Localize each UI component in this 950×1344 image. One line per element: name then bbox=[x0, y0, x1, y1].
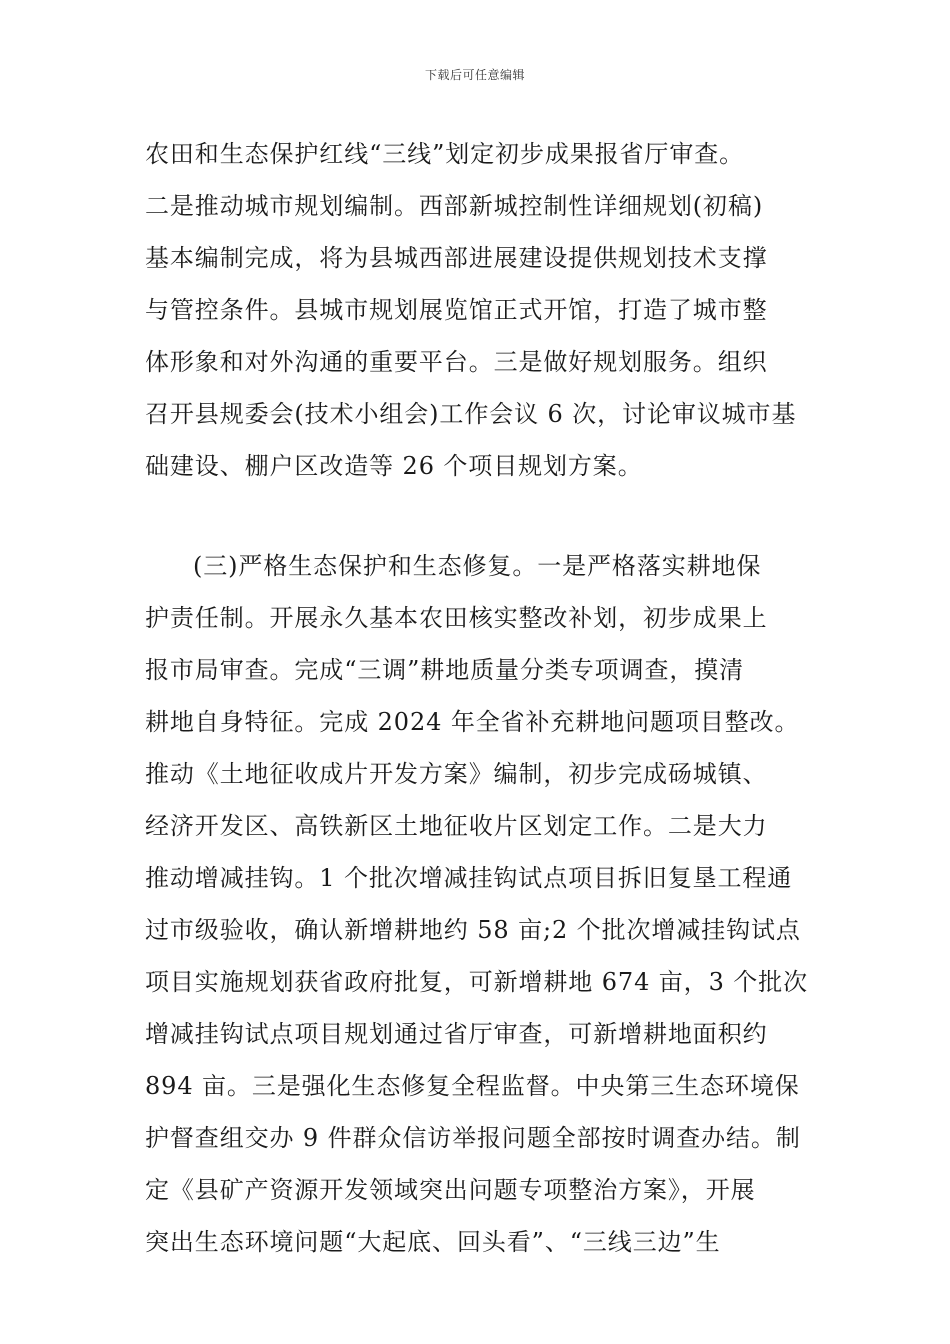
text-line: 过市级验收，确认新增耕地约 58 亩;2 个批次增减挂钩试点 bbox=[145, 916, 801, 944]
text-line: 突出生态环境问题“大起底、回头看”、“三线三边”生 bbox=[145, 1228, 721, 1256]
text-line: 增减挂钩试点项目规划通过省厅审查，可新增耕地面积约 bbox=[145, 1020, 768, 1048]
text-line: 础建设、棚户区改造等 26 个项目规划方案。 bbox=[145, 452, 643, 480]
paragraph-spacer bbox=[145, 492, 810, 540]
text-line: 二是推动城市规划编制。西部新城控制性详细规划(初稿) bbox=[145, 192, 764, 220]
text-line: 项目实施规划获省政府批复，可新增耕地 674 亩，3 个批次 bbox=[145, 968, 808, 996]
text-line: 894 亩。三是强化生态修复全程监督。中央第三生态环境保 bbox=[145, 1072, 800, 1100]
text-line: 护责任制。开展永久基本农田核实整改补划，初步成果上 bbox=[145, 604, 768, 632]
text-line-first-indented: (三)严格生态保护和生态修复。一是严格落实耕地保 bbox=[193, 552, 762, 580]
text-line: 推动增减挂钩。1 个批次增减挂钩试点项目拆旧复垦工程通 bbox=[145, 864, 793, 892]
text-line: 耕地自身特征。完成 2024 年全省补充耕地问题项目整改。 bbox=[145, 708, 800, 736]
text-line: 基本编制完成，将为县城西部进展建设提供规划技术支撑 bbox=[145, 244, 768, 272]
text-line: 定《县矿产资源开发领域突出问题专项整治方案》，开展 bbox=[145, 1176, 756, 1204]
text-line: 护督查组交办 9 件群众信访举报问题全部按时调查办结。制 bbox=[145, 1124, 801, 1152]
paragraph-1 bbox=[145, 128, 810, 492]
text-line: 体形象和对外沟通的重要平台。三是做好规划服务。组织 bbox=[145, 348, 768, 376]
page-header: 下载后可任意编辑 bbox=[424, 68, 525, 82]
text-line: 报市局审查。完成“三调”耕地质量分类专项调查，摸清 bbox=[145, 656, 745, 684]
document-body bbox=[145, 128, 810, 1268]
text-line: 与管控条件。县城市规划展览馆正式开馆，打造了城市整 bbox=[145, 296, 768, 324]
text-line: 推动《土地征收成片开发方案》编制，初步完成砀城镇、 bbox=[145, 760, 768, 788]
text-line: 召开县规委会(技术小组会)工作会议 6 次，讨论审议城市基 bbox=[145, 400, 797, 428]
paragraph-2 bbox=[145, 540, 810, 1268]
text-line: 农田和生态保护红线“三线”划定初步成果报省厅审查。 bbox=[145, 140, 745, 168]
text-line: 经济开发区、高铁新区土地征收片区划定工作。二是大力 bbox=[145, 812, 768, 840]
